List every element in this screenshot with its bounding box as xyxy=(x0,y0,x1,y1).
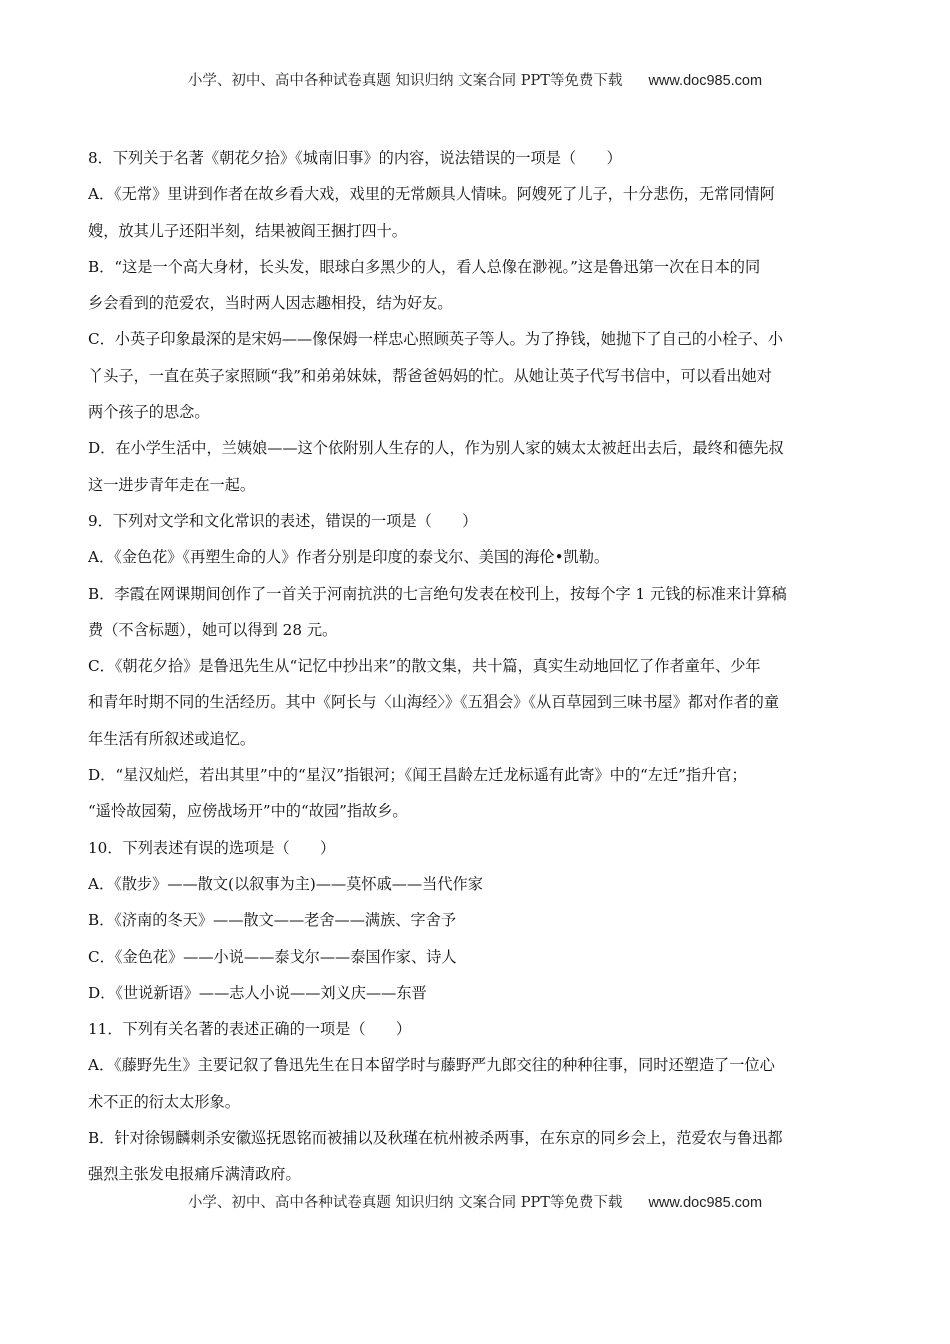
header-site-link[interactable]: www.doc985.com xyxy=(648,73,763,89)
text-line: D．在小学生活中，兰姨娘——这个依附别人生存的人，作为别人家的姨太太被赶出去后，最终和德先叔 xyxy=(88,439,784,458)
text-line: 11．下列有关名著的表述正确的一项是（ ） xyxy=(88,1020,412,1039)
text-line: 年生活有所叙述或追忆。 xyxy=(88,729,256,748)
text-line: D．“星汉灿烂，若出其里”中的“星汉”指银河；《闻王昌龄左迁龙标遥有此寄》中的“左迁”指升官； xyxy=(88,766,747,785)
text-line: 强烈主张发电报痛斥满清政府。 xyxy=(88,1165,301,1184)
text-line: 嫂，放其儿子还阳半刻，结果被阎王捆打四十。 xyxy=(88,221,407,240)
text-line: B．“这是一个高大身材，长头发，眼球白多黑少的人，看人总像在渺视。”这是鲁迅第一次在日本的同 xyxy=(88,257,761,276)
text-line: 9．下列对文学和文化常识的表述，错误的一项是（ ） xyxy=(88,511,478,530)
text-line: 两个孩子的思念。 xyxy=(88,403,210,422)
text-line: 和青年时期不同的生活经历。其中《阿长与〈山海经〉》《五猖会》《从百草园到三味书屋》都对作者的童 xyxy=(88,693,780,712)
text-line: A．《金色花》《再塑生命的人》作者分别是印度的泰戈尔、美国的海伦•凯勒。 xyxy=(88,548,610,567)
document-body xyxy=(88,140,860,1193)
text-line: A．《无常》里讲到作者在故乡看大戏，戏里的无常颇具人情味。阿嫂死了儿子，十分悲伤，无常同情阿 xyxy=(88,185,775,204)
text-line: “遥怜故园菊，应傍战场开”中的“故园”指故乡。 xyxy=(88,802,408,821)
text-line: A．《藤野先生》主要记叙了鲁迅先生在日本留学时与藤野严九郎交往的种种往事，同时还塑造了一位心 xyxy=(88,1056,775,1075)
page-footer xyxy=(0,1191,950,1212)
text-line: B．《济南的冬天》——散文——老舍——满族、字舍予 xyxy=(88,911,457,930)
text-line: 这一进步青年走在一起。 xyxy=(88,475,256,494)
text-line: A．《散步》——散文(以叙事为主)——莫怀戚——当代作家 xyxy=(88,874,483,893)
text-line: D．《世说新语》——志人小说——刘义庆——东晋 xyxy=(88,983,427,1002)
text-line: C．《金色花》——小说——泰戈尔——泰国作家、诗人 xyxy=(88,947,457,966)
text-line: 术不正的衍太太形象。 xyxy=(88,1092,240,1111)
text-line: B．李霞在网课期间创作了一首关于河南抗洪的七言绝句发表在校刊上，按每个字 1 元钱的标准来计算稿 xyxy=(88,584,787,603)
text-line: 乡会看到的范爱农，当时两人因志趣相投，结为好友。 xyxy=(88,294,453,313)
text-line: 8．下列关于名著《朝花夕拾》《城南旧事》的内容，说法错误的一项是（ ） xyxy=(88,149,622,167)
footer-site-link[interactable]: www.doc985.com xyxy=(648,1195,763,1211)
text-line: 费（不含标题），她可以得到 28 元。 xyxy=(88,620,338,639)
text-line: 10．下列表述有误的选项是（ ） xyxy=(88,838,336,857)
page-header xyxy=(0,69,950,90)
text-line: C．小英子印象最深的是宋妈——像保姆一样忠心照顾英子等人。为了挣钱，她抛下了自己的小栓子、小 xyxy=(88,330,784,349)
footer-text: 小学、初中、高中各种试卷真题 知识归纳 文案合同 PPT等免费下载 xyxy=(187,1195,623,1211)
text-line: C．《朝花夕拾》是鲁迅先生从“记忆中抄出来”的散文集，共十篇，真实生动地回忆了作者童年、少年 xyxy=(88,657,761,676)
text-line: 丫头子，一直在英子家照顾“我”和弟弟妹妹，帮爸爸妈妈的忙。从她让英子代写书信中，可以看出她对 xyxy=(88,366,772,385)
header-text: 小学、初中、高中各种试卷真题 知识归纳 文案合同 PPT等免费下载 xyxy=(187,73,623,89)
text-line: B．针对徐锡麟刺杀安徽巡抚恩铭而被捕以及秋瑾在杭州被杀两事，在东京的同乡会上，范爱农与鲁迅都 xyxy=(88,1129,783,1148)
